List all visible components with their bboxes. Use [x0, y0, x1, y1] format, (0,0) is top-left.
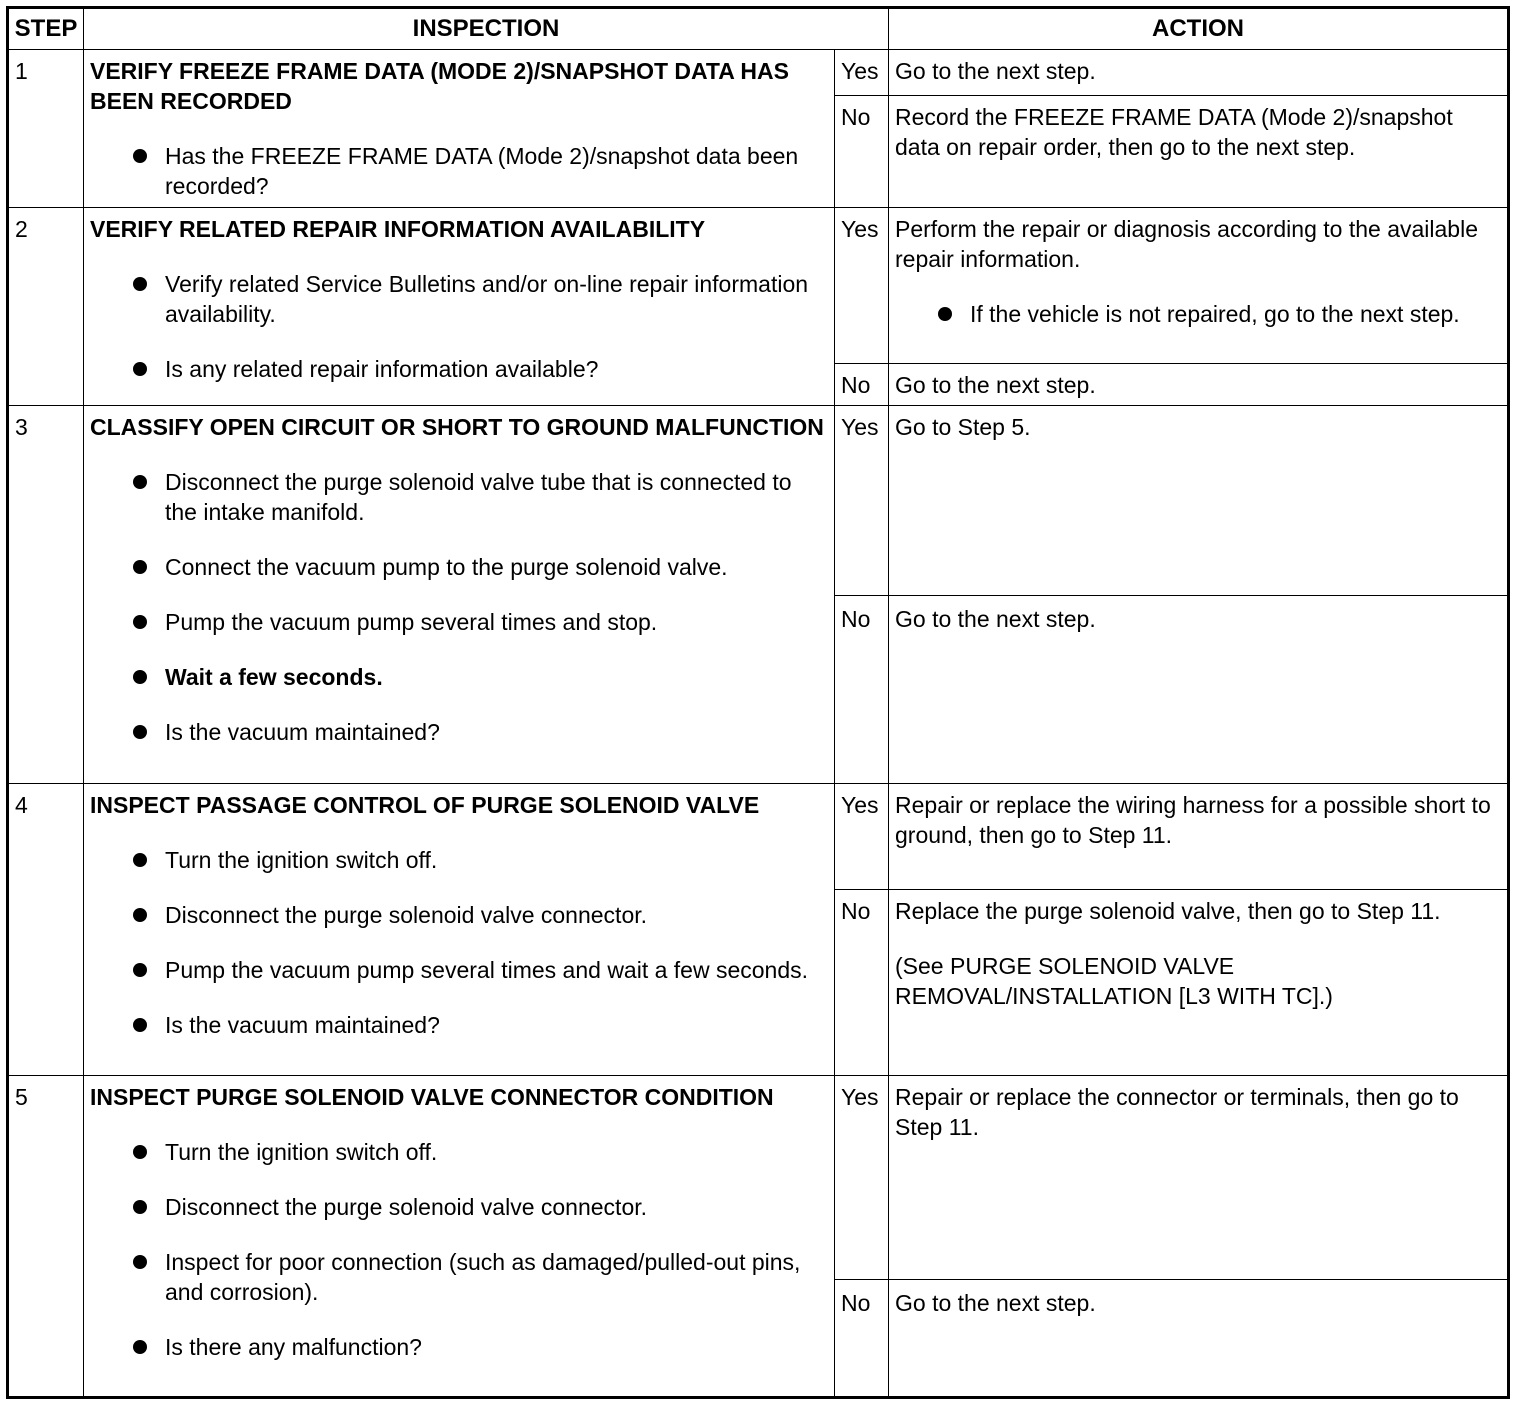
bullet-item: [90, 845, 828, 875]
no-action: Go to the next step.: [889, 1280, 1509, 1398]
bullet-text: Turn the ignition switch off.: [165, 847, 438, 873]
bullet-text: Pump the vacuum pump several times and wait a few seconds.: [165, 957, 809, 983]
bullet-item: [90, 662, 828, 692]
no-action: Record the FREEZE FRAME DATA (Mode 2)/snapshot data on repair order, then go to the next step.: [889, 96, 1509, 208]
bullet-text: Disconnect the purge solenoid valve connector.: [165, 902, 648, 928]
bullet-icon: [133, 277, 147, 291]
bullet-icon: [133, 1018, 147, 1032]
bullet-text: Has the FREEZE FRAME DATA (Mode 2)/snapshot data been recorded?: [165, 143, 799, 199]
no-action: [889, 890, 1509, 1076]
inspection-bullets: [90, 269, 828, 384]
no-label: No: [835, 596, 889, 784]
step-title: VERIFY RELATED REPAIR INFORMATION AVAILABILITY: [90, 216, 706, 242]
yes-action: Go to Step 5.: [889, 406, 1509, 596]
step-5-yes-row: [8, 1076, 1509, 1280]
bullet-text: Is there any malfunction?: [165, 1334, 422, 1360]
inspection-bullets: [90, 1137, 828, 1362]
bullet-icon: [133, 1340, 147, 1354]
bullet-item: [90, 1137, 828, 1167]
bullet-text: Is any related repair information available?: [165, 356, 599, 382]
bullet-icon: [133, 560, 147, 574]
bullet-icon: [938, 307, 952, 321]
bullet-icon: [133, 670, 147, 684]
bullet-icon: [133, 362, 147, 376]
bullet-text: Disconnect the purge solenoid valve connector.: [165, 1194, 648, 1220]
no-label: No: [835, 1280, 889, 1398]
bullet-icon: [133, 908, 147, 922]
bullet-text: Pump the vacuum pump several times and stop.: [165, 609, 658, 635]
bullet-item: [90, 141, 828, 201]
inspection-bullets: [90, 141, 828, 201]
yes-action-text: Perform the repair or diagnosis according to the available repair information.: [895, 216, 1478, 272]
bullet-item: [90, 269, 828, 329]
inspection-cell: [84, 1076, 835, 1398]
header-action: ACTION: [889, 8, 1509, 50]
bullet-text: Verify related Service Bulletins and/or on-line repair information availability.: [165, 271, 809, 327]
header-row: [8, 8, 1509, 50]
bullet-text: Turn the ignition switch off.: [165, 1139, 438, 1165]
step-number: 1: [8, 50, 84, 208]
yes-action: Repair or replace the connector or terminals, then go to Step 11.: [889, 1076, 1509, 1280]
action-bullets: [895, 299, 1501, 329]
yes-action: Go to the next step.: [889, 50, 1509, 96]
step-number: 3: [8, 406, 84, 784]
bullet-text: Is the vacuum maintained?: [165, 719, 440, 745]
step-number: 5: [8, 1076, 84, 1398]
bullet-text: Inspect for poor connection (such as damaged/pulled-out pins, and corrosion).: [165, 1249, 801, 1305]
bullet-icon: [133, 725, 147, 739]
inspection-bullets: [90, 467, 828, 747]
no-action: Go to the next step.: [889, 364, 1509, 406]
diagnostic-procedure-table: [6, 6, 1510, 1399]
step-1-yes-row: [8, 50, 1509, 96]
bullet-item: [895, 299, 1501, 329]
bullet-text: If the vehicle is not repaired, go to the next step.: [970, 301, 1460, 327]
bullet-item: [90, 717, 828, 747]
bullet-item: [90, 552, 828, 582]
step-2-yes-row: [8, 208, 1509, 364]
bullet-icon: [133, 853, 147, 867]
bullet-icon: [133, 475, 147, 489]
bullet-icon: [133, 963, 147, 977]
step-title: CLASSIFY OPEN CIRCUIT OR SHORT TO GROUND MALFUNCTION: [90, 414, 824, 440]
bullet-icon: [133, 149, 147, 163]
bullet-item: [90, 900, 828, 930]
bullet-icon: [133, 1145, 147, 1159]
step-number: 2: [8, 208, 84, 406]
yes-label: Yes: [835, 784, 889, 890]
inspection-cell: [84, 208, 835, 406]
bullet-icon: [133, 615, 147, 629]
bullet-text: Disconnect the purge solenoid valve tube that is connected to the intake manifold.: [165, 469, 792, 525]
yes-action: Repair or replace the wiring harness for a possible short to ground, then go to Step 11.: [889, 784, 1509, 890]
bullet-item: [90, 1192, 828, 1222]
no-label: No: [835, 96, 889, 208]
yes-label: Yes: [835, 1076, 889, 1280]
bullet-text: Connect the vacuum pump to the purge solenoid valve.: [165, 554, 728, 580]
yes-label: Yes: [835, 208, 889, 364]
step-title: VERIFY FREEZE FRAME DATA (MODE 2)/SNAPSHOT DATA HAS BEEN RECORDED: [90, 58, 789, 114]
header-step: STEP: [8, 8, 84, 50]
header-inspection: INSPECTION: [84, 8, 889, 50]
step-number: 4: [8, 784, 84, 1076]
bullet-text: Wait a few seconds.: [165, 664, 383, 690]
yes-label: Yes: [835, 406, 889, 596]
yes-action: [889, 208, 1509, 364]
no-label: No: [835, 890, 889, 1076]
no-action-text: Replace the purge solenoid valve, then go to Step 11.: [895, 898, 1441, 924]
step-title: INSPECT PURGE SOLENOID VALVE CONNECTOR CONDITION: [90, 1084, 774, 1110]
inspection-cell: [84, 784, 835, 1076]
bullet-item: [90, 1247, 828, 1307]
inspection-cell: [84, 406, 835, 784]
bullet-item: [90, 1332, 828, 1362]
bullet-item: [90, 467, 828, 527]
inspection-bullets: [90, 845, 828, 1040]
bullet-text: Is the vacuum maintained?: [165, 1012, 440, 1038]
no-action: Go to the next step.: [889, 596, 1509, 784]
bullet-icon: [133, 1200, 147, 1214]
see-reference-note: (See PURGE SOLENOID VALVE REMOVAL/INSTALLATION [L3 WITH TC].): [895, 953, 1333, 1009]
no-label: No: [835, 364, 889, 406]
step-3-yes-row: [8, 406, 1509, 596]
bullet-item: [90, 1010, 828, 1040]
step-title: INSPECT PASSAGE CONTROL OF PURGE SOLENOID VALVE: [90, 792, 760, 818]
inspection-cell: [84, 50, 835, 208]
bullet-icon: [133, 1255, 147, 1269]
bullet-item: [90, 607, 828, 637]
yes-label: Yes: [835, 50, 889, 96]
step-4-yes-row: [8, 784, 1509, 890]
bullet-item: [90, 955, 828, 985]
bullet-item: [90, 354, 828, 384]
